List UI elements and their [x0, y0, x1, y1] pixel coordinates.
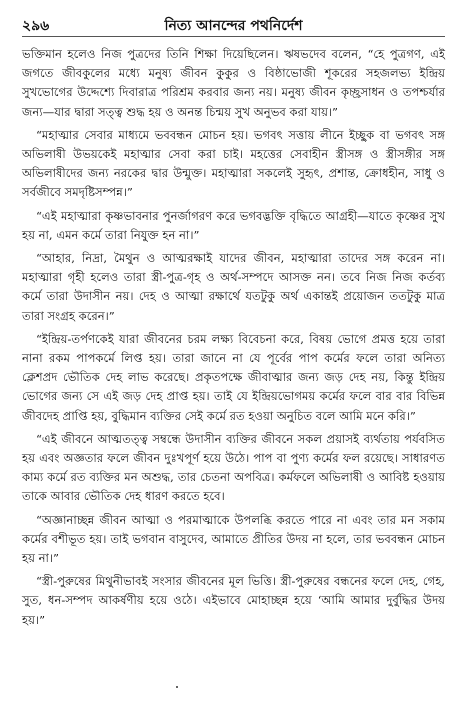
paragraph-6: “এই জীবনে আত্মতত্ত্ব সম্বন্ধে উদাসীন ব্যক্তির জীবনে সকল প্রয়াসই ব্যর্থতায় পর্যবসিত হয় এবং অজ্ঞতার ফলে জীবন দুঃখপূর্ণ হয়ে উঠে। পাপ বা পুণ্য কর্মের ফল রয়েছে। সাধারণত কাম্য কর্মে রত ব্যক্তির মন অশুদ্ধ, তার চেতনা অপবিত্র। কর্মফলে অভিলাষী ও আবিষ্ট হওয়ায় তাকে আবার ভৌতিক দেহ ধারণ করতে হবে।: [22, 431, 445, 504]
paragraph-4: “আহার, নিদ্রা, মৈথুন ও আত্মরক্ষাই যাদের জীবন, মহাত্মারা তাদের সঙ্গ করেন না। মহাত্মারা গৃহী হলেও তারা স্ত্রী-পুত্র-গৃহ ও অর্থ-সম্পদে আসক্ত নন। তবে নিজ নিজ কর্তব্য কর্মে তারা উদাসীন নয়। দেহ ও আত্মা রক্ষার্থে যতটুকু অর্থ একান্তই প্রয়োজন ততটুকু মাত্র তারা সংগ্রহ করেন।”: [22, 251, 445, 323]
paragraph-1: ভক্তিমান হলেও নিজ পুত্রদের তিনি শিক্ষা দিয়েছিলেন। ঋষভদেব বলেন, “হে পুত্রগণ, এই জগতে জীবকুলের মধ্যে মনুষ্য জীবন কুকুর ও বিষ্ঠাভোজী শূকরের সহজলভ্য ইন্দ্রিয় সুখভোগের উদ্দেশ্যে দিবারাত্র পরিশ্রম করবার জন্য নয়। মনুষ্য জীবন কৃচ্ছ্রসাধন ও তপশ্চর্যার জন্য—যার দ্বারা সত্ত্ব শুদ্ধ হয় ও অনন্ত চিন্ময় সুখ অনুভব করা যায়।”: [22, 47, 445, 119]
paragraph-7: “অজ্ঞানাচ্ছন্ন জীবন আত্মা ও পরমাত্মাকে উপলব্ধি করতে পারে না এবং তার মন সকাম কর্মের বশীভূত হয়। তাই ভগবান বাসুদেব, আমাতে প্রীতির উদয় না হলে, তার ভববন্ধন মোচন হয় না।”: [22, 512, 445, 566]
page-number: ২৯৬: [22, 18, 50, 34]
page-header: [22, 14, 445, 37]
paragraph-5: “ইন্দ্রিয়-তর্পণকেই যারা জীবনের চরম লক্ষ্য বিবেচনা করে, বিষয় ভোগে প্রমত্ত হয়ে তারা নানা রকম পাপকর্মে লিপ্ত হয়। তারা জানে না যে পূর্বের পাপ কর্মের ফলে তারা অনিত্য ক্লেশপ্রদ ভৌতিক দেহ লাভ করেছে। প্রকৃতপক্ষে জীবাত্মার জন্য জড় দেহ নয়, কিন্তু ইন্দ্রিয় ভোগের জন্য সে এই জড় দেহ প্রাপ্ত হয়। তাই যে ইন্দ্রিয়ভোগময় কর্মের ফলে বার বার বিভিন্ন জীবদেহ প্রাপ্তি হয়, বুদ্ধিমান ব্যক্তির সেই কর্মে রত হওয়া অনুচিত বলে আমি মনে করি।”: [22, 331, 445, 423]
running-title: নিত্য আনন্দের পথনির্দেশ: [164, 18, 303, 34]
paragraph-8: “স্ত্রী-পুরুষের মিথুনীভাবই সংসার জীবনের মূল ভিত্তি। স্ত্রী-পুরুষের বন্ধনের ফলে দেহ, গেহ, সুত, ধন-সম্পদ আকর্ষণীয় হয়ে ওঠে। এইভাবে মোহাচ্ছন্ন হয়ে ‘আমি আমার দুর্বুদ্ধির উদয় হয়।”: [22, 574, 445, 627]
paragraph-3: “এই মহাত্মারা কৃষ্ণভাবনার পুনর্জাগরণ করে ভগবদ্ভক্তি বৃদ্ধিতে আগ্রহী—যাতে কৃষ্ণের সুখ হয় না, এমন কর্মে তারা নিযুক্ত হন না।”: [22, 208, 445, 242]
print-speck: [176, 686, 178, 688]
paragraph-2: “মহাত্মার সেবার মাধ্যমে ভববন্ধন মোচন হয়। ভগবৎ সত্তায় লীনে ইচ্ছুক বা ভগবৎ সঙ্গ অভিলাষী উভয়কেই মহাত্মার সেবা করা চাই। মহত্তের সেবাহীন স্ত্রীসঙ্গ ও স্ত্রীসঙ্গীর সঙ্গ অভিলাষীদের জন্য নরকের দ্বার উন্মুক্ত। মহাত্মারা সকলেই সুহৃৎ, প্রশান্ত, ক্রোধহীন, সাধু ও সর্বজীবে সমদৃষ্টিসম্পন্ন।”: [22, 127, 445, 200]
